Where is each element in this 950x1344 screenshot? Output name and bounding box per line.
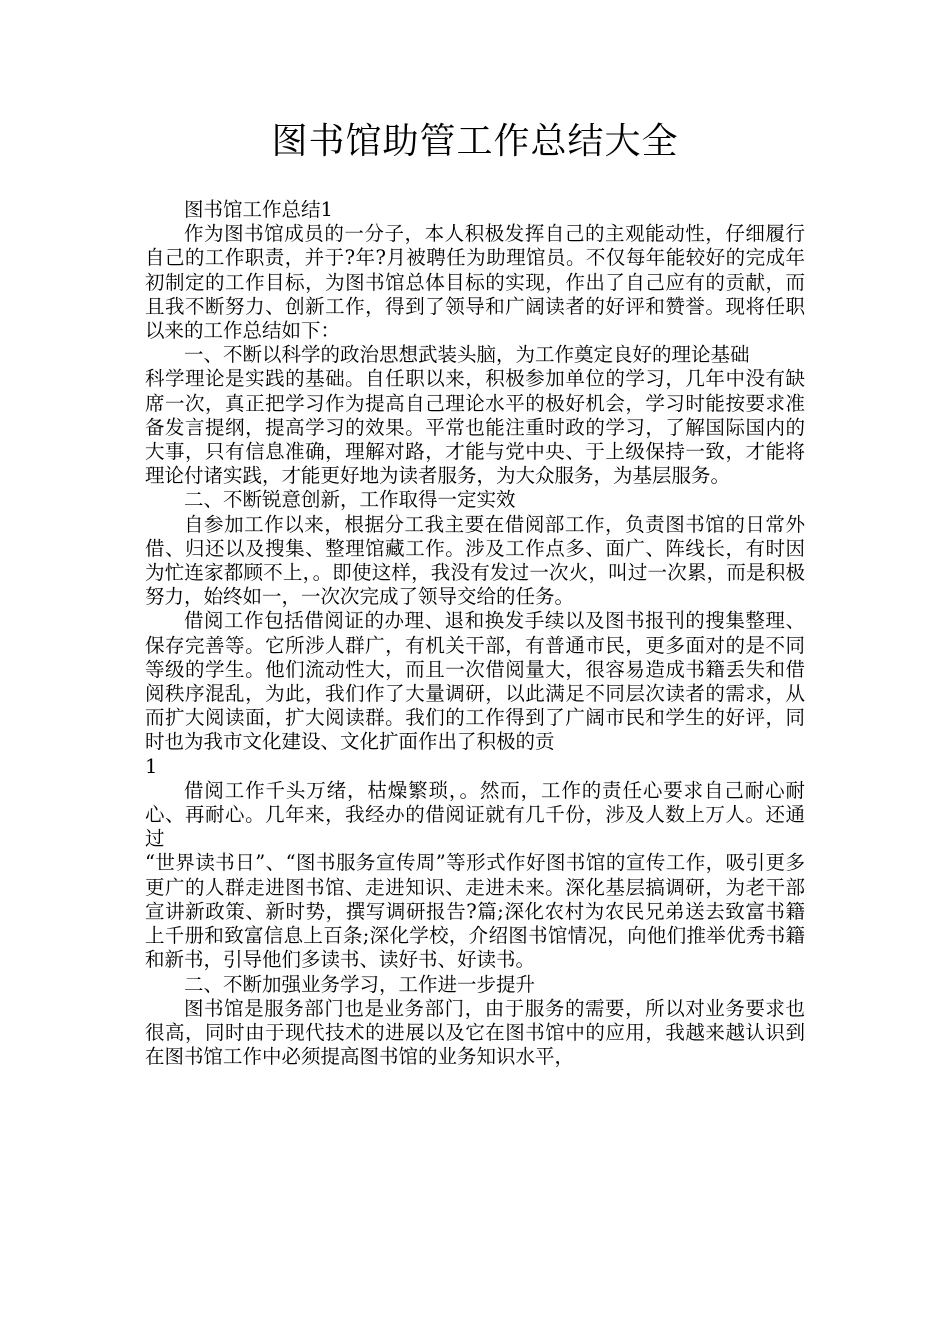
paragraph: “世界读书日”、“图书服务宣传周”等形式作好图书馆的宣传工作，吸引更多更广的人群走进图书馆、走进知识、走进未来。深化基层搞调研，为老干部宣讲新政策、新时势，撰写调研报告?篇;深化农村为农民兄弟送去致富书籍上千册和致富信息上百条;深化学校，介绍图书馆情况，向他们推举优秀书籍和新书，引导他们多读书、读好书、好读书。 — [145, 851, 805, 972]
paragraph: 图书馆是服务部门也是业务部门，由于服务的需要，所以对业务要求也很高，同时由于现代技术的进展以及它在图书馆中的应用，我越来越认识到在图书馆工作中必须提高图书馆的业务知识水平， — [145, 996, 805, 1069]
section-heading: 二、不断锐意创新，工作取得一定实效 — [184, 488, 516, 512]
section-heading: 一、不断以科学的政治思想武装头脑，为工作奠定良好的理论基础 — [184, 343, 750, 367]
paragraph: 科学理论是实践的基础。自任职以来，积极参加单位的学习，几年中没有缺席一次，真正把学习作为提高自己理论水平的极好机会，学习时能按要求准备发言提纲，提高学习的效果。平常也能注重时政的学习，了解国际国内的大事，只有信息准确，理解对路，才能与党中央、于上级保持一致，才能将理论付诸实践，才能更好地为读者服务，为大众服务，为基层服务。 — [145, 367, 805, 488]
paragraph: 借阅工作包括借阅证的办理、退和换发手续以及图书报刊的搜集整理、保存完善等。它所涉人群广，有机关干部，有普通市民，更多面对的是不同等级的学生。他们流动性大，而且一次借阅量大，很容易造成书籍丢失和借阅秩序混乱，为此，我们作了大量调研，以此满足不同层次读者的需求，从而扩大阅读面，扩大阅读群。我们的工作得到了广阔市民和学生的好评，同时也为我市文化建设、文化扩面作出了积极的贡 — [145, 609, 805, 754]
paragraph: 自参加工作以来，根据分工我主要在借阅部工作，负责图书馆的日常外借、归还以及搜集、整理馆藏工作。涉及工作点多、面广、阵线长，有时因为忙连家都顾不上，。即使这样，我没有发过一次火，叫过一次累，而是积极努力，始终如一，一次次完成了领导交给的任务。 — [145, 512, 805, 609]
section-heading: 二、不断加强业务学习，工作进一步提升 — [184, 972, 536, 996]
section-heading: 图书馆工作总结1 — [184, 198, 333, 221]
paragraph: 作为图书馆成员的一分子，本人积极发挥自己的主观能动性，仔细履行自己的工作职责，并于?年?月被聘任为助理馆员。不仅每年能较好的完成年初制定的工作目标，为图书馆总体目标的实现，作出了自己应有的贡献，而且我不断努力、创新工作，得到了领导和广阔读者的好评和赞誉。现将任职以来的工作总结如下： — [145, 222, 805, 343]
paragraph: 借阅工作千头万绪，枯燥繁琐，。然而，工作的责任心要求自己耐心耐心、再耐心。几年来，我经办的借阅证就有几千份，涉及人数上万人。还通过 — [145, 778, 805, 851]
document-title: 图书馆助管工作总结大全 — [271, 121, 679, 162]
page-number: 1 — [145, 754, 158, 778]
document-body — [145, 198, 805, 1069]
